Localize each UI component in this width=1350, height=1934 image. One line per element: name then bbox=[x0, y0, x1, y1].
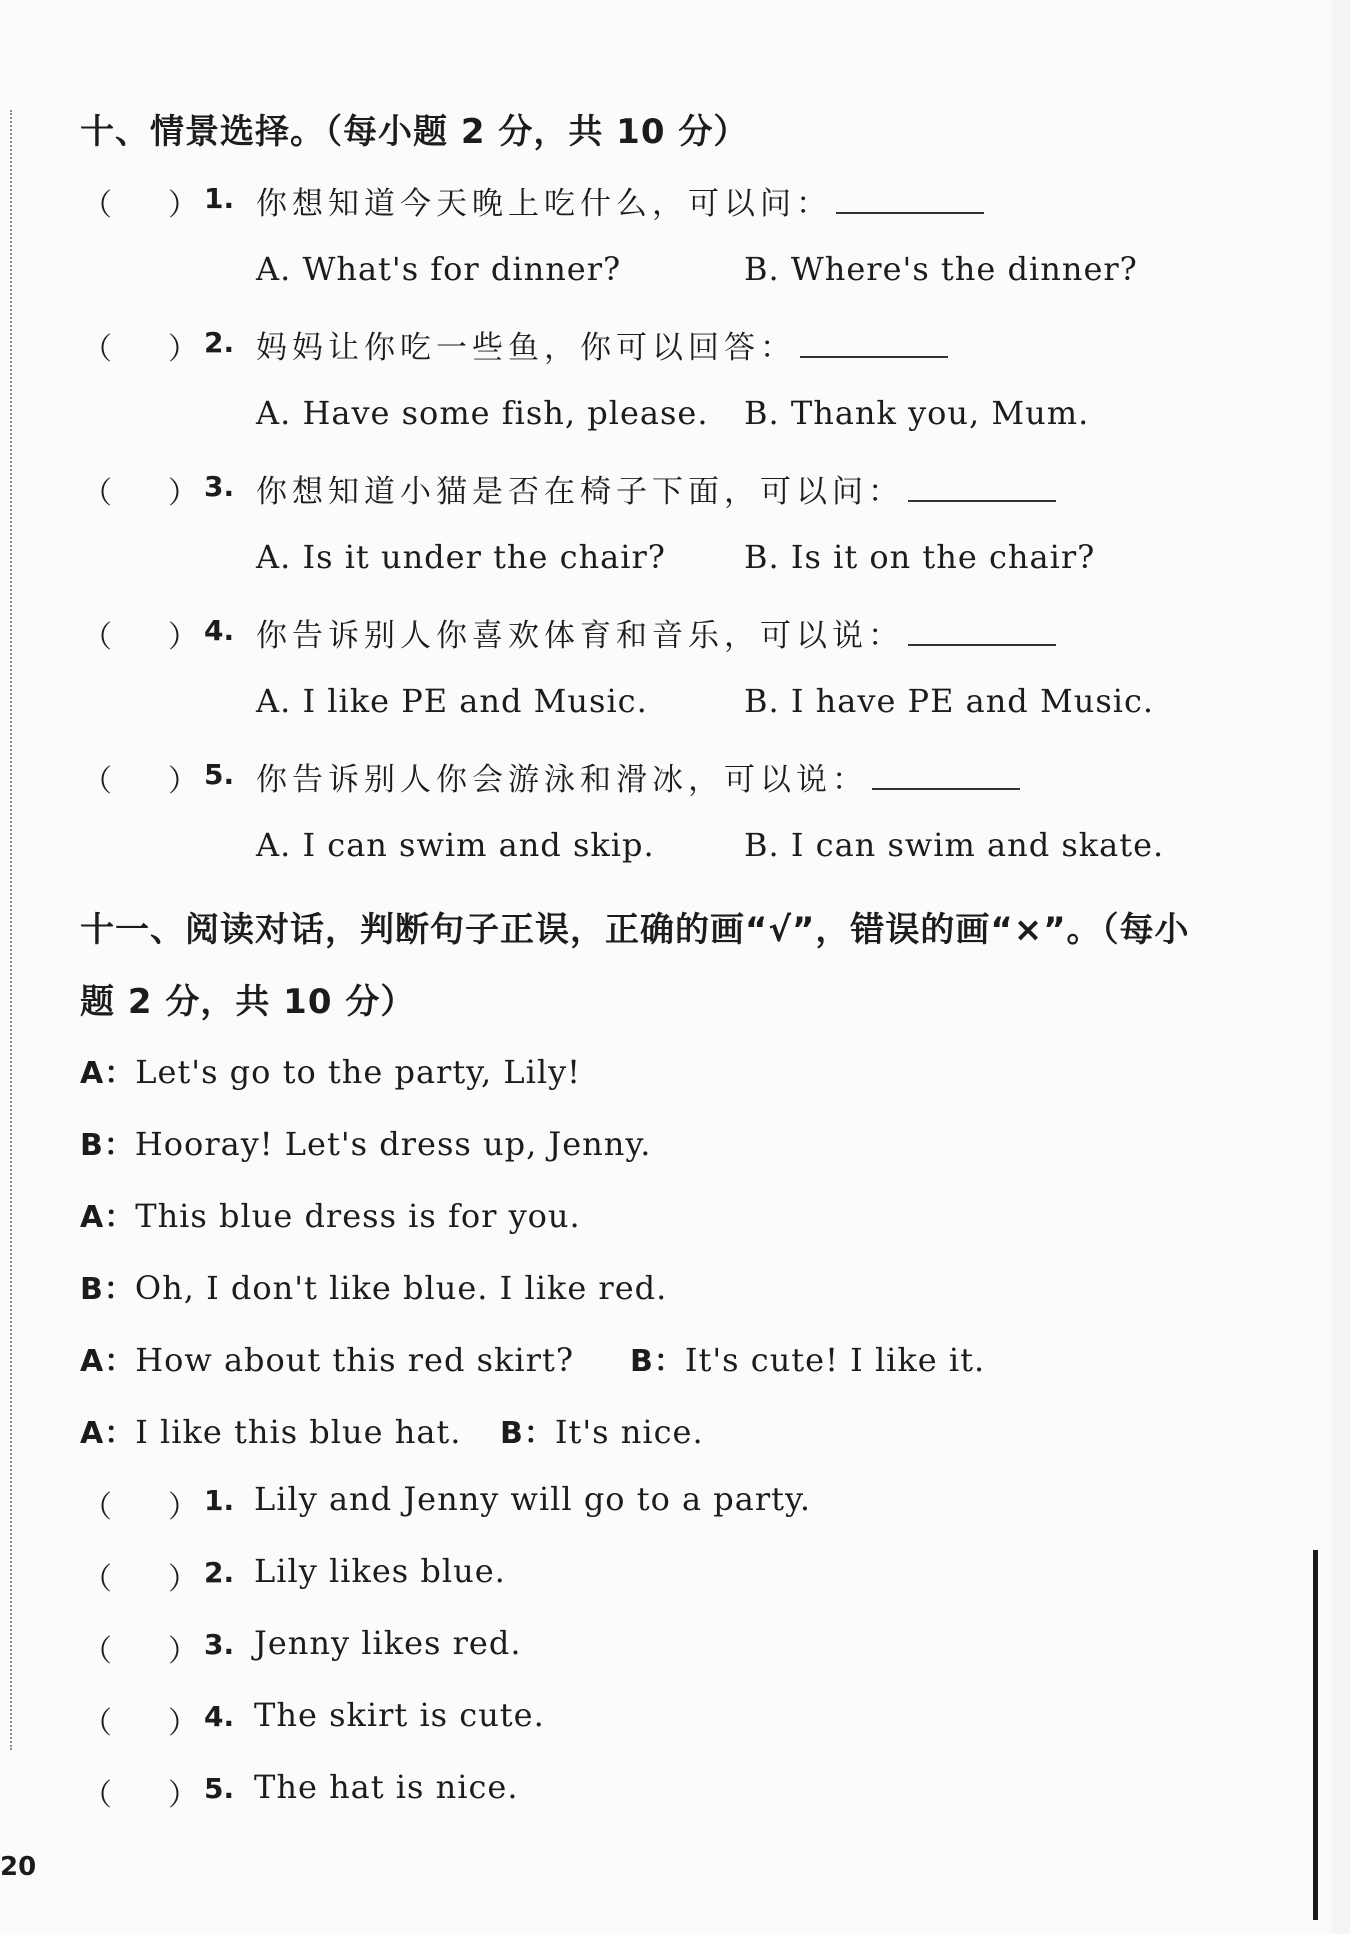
answer-blank[interactable] bbox=[836, 186, 984, 214]
answer-paren-open[interactable]: （ bbox=[82, 1562, 112, 1597]
speaker-label: B： bbox=[80, 1128, 135, 1163]
question-prompt: 你想知道小猫是否在椅子下面，可以问： bbox=[256, 466, 1056, 511]
statement-text: Lily likes blue. bbox=[254, 1552, 506, 1590]
answer-paren-close: ） bbox=[168, 332, 198, 367]
speaker-label: A： bbox=[80, 1416, 136, 1451]
answer-paren-open[interactable]: （ bbox=[82, 188, 112, 223]
option-a: A. Is it under the chair? bbox=[256, 538, 666, 576]
answer-blank[interactable] bbox=[908, 474, 1056, 502]
question-number: 5. bbox=[204, 758, 235, 791]
dialogue-line bbox=[80, 1408, 461, 1452]
answer-paren-close: ） bbox=[168, 1634, 198, 1669]
question-prompt: 你告诉别人你喜欢体育和音乐，可以说： bbox=[256, 610, 1056, 655]
statement-number: 3. bbox=[204, 1628, 235, 1661]
statement-number: 1. bbox=[204, 1484, 235, 1517]
answer-blank[interactable] bbox=[908, 618, 1056, 646]
statement-text: Jenny likes red. bbox=[254, 1624, 522, 1662]
question-number: 4. bbox=[204, 614, 235, 647]
answer-paren-close: ） bbox=[168, 1490, 198, 1525]
answer-paren-open[interactable]: （ bbox=[82, 476, 112, 511]
dialogue-text: I like this blue hat. bbox=[135, 1413, 462, 1451]
question-prompt: 你告诉别人你会游泳和滑冰，可以说： bbox=[256, 754, 1020, 799]
statement-text: Lily and Jenny will go to a party. bbox=[254, 1480, 811, 1518]
question-number: 1. bbox=[204, 182, 235, 215]
section-10-title: 十、情景选择。（每小题 2 分，共 10 分） bbox=[80, 112, 749, 152]
speaker-label: A： bbox=[80, 1200, 136, 1235]
dialogue-line bbox=[80, 1264, 667, 1308]
question-number: 2. bbox=[204, 326, 235, 359]
option-b: B. I can swim and skate. bbox=[744, 826, 1165, 864]
statement-number: 2. bbox=[204, 1556, 235, 1589]
page-number: 20 bbox=[0, 1852, 37, 1882]
dialogue-text: It's cute! I like it. bbox=[684, 1341, 986, 1379]
option-a: A. I can swim and skip. bbox=[256, 826, 655, 864]
speaker-label: B： bbox=[500, 1416, 555, 1451]
answer-paren-close: ） bbox=[168, 764, 198, 799]
question-prompt: 妈妈让你吃一些鱼，你可以回答： bbox=[256, 322, 948, 367]
dialogue-line bbox=[80, 1120, 651, 1164]
dialogue-line bbox=[80, 1048, 581, 1092]
statement-text: The skirt is cute. bbox=[254, 1696, 545, 1734]
answer-paren-close: ） bbox=[168, 476, 198, 511]
option-a: A. What's for dinner? bbox=[256, 250, 622, 288]
answer-blank[interactable] bbox=[800, 330, 948, 358]
dialogue-text: This blue dress is for you. bbox=[135, 1197, 581, 1235]
answer-blank[interactable] bbox=[872, 762, 1020, 790]
dialogue-line bbox=[80, 1192, 581, 1236]
option-b: B. Is it on the chair? bbox=[744, 538, 1096, 576]
statement-text: The hat is nice. bbox=[254, 1768, 519, 1806]
dialogue-line bbox=[500, 1408, 704, 1452]
dialogue-text: Let's go to the party, Lily! bbox=[135, 1053, 581, 1091]
answer-paren-open[interactable]: （ bbox=[82, 1634, 112, 1669]
answer-paren-open[interactable]: （ bbox=[82, 1778, 112, 1813]
answer-paren-close: ） bbox=[168, 1706, 198, 1741]
section-11-title-line-1: 十一、阅读对话，判断句子正误，正确的画“√”，错误的画“×”。（每小 bbox=[80, 910, 1190, 950]
page-edge-bar bbox=[1313, 1550, 1318, 1920]
dialogue-line bbox=[80, 1336, 574, 1380]
speaker-label: A： bbox=[80, 1344, 136, 1379]
speaker-label: B： bbox=[80, 1272, 135, 1307]
dialogue-line bbox=[630, 1336, 985, 1380]
option-b: B. Thank you, Mum. bbox=[744, 394, 1090, 432]
option-a: A. I like PE and Music. bbox=[256, 682, 648, 720]
answer-paren-close: ） bbox=[168, 188, 198, 223]
section-11-title-line-2: 题 2 分，共 10 分） bbox=[80, 982, 416, 1022]
answer-paren-open[interactable]: （ bbox=[82, 764, 112, 799]
answer-paren-open[interactable]: （ bbox=[82, 332, 112, 367]
option-b: B. Where's the dinner? bbox=[744, 250, 1138, 288]
answer-paren-close: ） bbox=[168, 1778, 198, 1813]
question-number: 3. bbox=[204, 470, 235, 503]
speaker-label: B： bbox=[630, 1344, 685, 1379]
speaker-label: A： bbox=[80, 1056, 136, 1091]
dialogue-text: Oh, I don't like blue. I like red. bbox=[134, 1269, 668, 1307]
question-prompt: 你想知道今天晚上吃什么，可以问： bbox=[256, 178, 984, 223]
answer-paren-open[interactable]: （ bbox=[82, 1490, 112, 1525]
option-a: A. Have some fish, please. bbox=[256, 394, 709, 432]
binding-dotted-line bbox=[10, 110, 12, 1750]
dialogue-text: It's nice. bbox=[554, 1413, 704, 1451]
option-b: B. I have PE and Music. bbox=[744, 682, 1155, 720]
answer-paren-close: ） bbox=[168, 1562, 198, 1597]
answer-paren-open[interactable]: （ bbox=[82, 620, 112, 655]
answer-paren-close: ） bbox=[168, 620, 198, 655]
answer-paren-open[interactable]: （ bbox=[82, 1706, 112, 1741]
statement-number: 5. bbox=[204, 1772, 235, 1805]
statement-number: 4. bbox=[204, 1700, 235, 1733]
dialogue-text: How about this red skirt? bbox=[135, 1341, 574, 1379]
dialogue-text: Hooray! Let's dress up, Jenny. bbox=[134, 1125, 652, 1163]
